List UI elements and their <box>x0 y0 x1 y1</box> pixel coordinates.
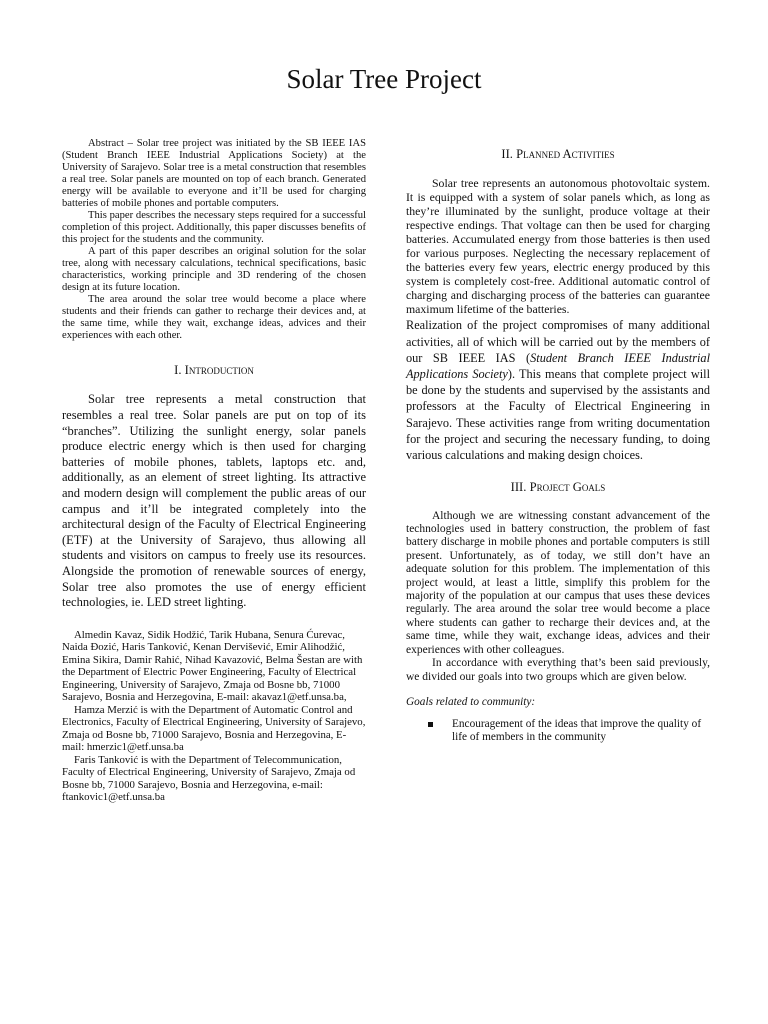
planned-activities-paragraph <box>406 317 710 463</box>
introduction-text: Solar tree represents a metal construction that resembles a real tree. Solar panels are put on top of its “branches”. Utilizing the sunlight energy, solar panels produce electric energy which is then used for charging batteries of mobile phones, tablets, laptops etc. and, additionally, as an element of street lighting. Its attractive and modern design will complement the public areas of our campus and it’ll be integrated completely into the architectural design of the Faculty of Electrical Engineering (ETF) at the University of Sarajevo, thus allowing all students and visitors on campus to freely use its resources. Alongside the promotion of renewable sources of energy, Solar tree also promotes the use of energy efficient technologies, ie. LED street lighting. <box>62 392 366 610</box>
planned-activities-paragraph: Solar tree represents an autonomous photovoltaic system. It is equipped with a system of solar panels which, as long as they’re illuminated by the sunlight, produce voltage at their respective endings. That voltage can then be used for charging batteries. Accumulated energy from those batteries is then used for various purposes. Neglecting the necessary replacement of the batteries every few years, electric energy produced by this system is completely cost-free. Additional automatic control of charging and discharging process of the batteries can guarantee maximum lifetime of the batteries. <box>406 176 710 317</box>
section-number: III. <box>510 480 527 495</box>
abstract <box>62 138 366 342</box>
section-heading-project-goals <box>406 481 710 493</box>
abstract-paragraph: Abstract – Solar tree project was initiated by the SB IEEE IAS (Student Branch IEEE Industrial Applications Society) at the University of Sarajevo. Solar tree is a metal construction that resembles a real tree. Solar panels are mounted on top of each branch. Generated energy will be available to everyone and it’ll be used for charging batteries of mobile phones and portable computers. <box>62 138 366 209</box>
goals-community-heading: Goals related to community: <box>406 695 536 708</box>
section-heading-planned-activities <box>406 148 710 160</box>
list-item <box>428 718 710 743</box>
affiliation-paragraph: Almedin Kavaz, Sidik Hodžić, Tarik Hubana, Senura Ćurevac, Naida Đozić, Haris Tanković, Kenan Dervišević, Emir Alihodžić, Emina Sikira, Damir Rahić, Nihad Kavazović, Belma Šestan are with the Department of Electric Power Engineering, Faculty of Electrical Engineering, University of Sarajevo, Zmaja od Bosne bb, 71000 Sarajevo, Bosnia and Herzegovina, E-mail: akavaz1@etf.unsa.ba, <box>62 628 363 704</box>
section-heading-introduction <box>62 364 366 376</box>
planned-text: Realization of the project compromises of many additional activities, all of which will be carried out by the members of our SB IEEE IAS ( <box>406 318 710 365</box>
author-affiliations <box>62 629 366 804</box>
right-column <box>406 138 710 743</box>
abstract-paragraph: A part of this paper describes an original solution for the solar tree, along with necessary calculations, technical specifications, basic characteristics, working principle and 3D rendering of the chosen design at its future location. <box>62 246 366 293</box>
section-number: I. <box>174 363 182 377</box>
bullet-marker <box>428 722 433 727</box>
list-item-text: Encouragement of the ideas that improve the quality of life of members in the community <box>452 718 702 743</box>
left-column <box>62 138 366 804</box>
section-number: II. <box>501 147 513 161</box>
goals-list <box>406 718 710 743</box>
affiliation-paragraph: Faris Tanković is with the Department of Telecommunication, Faculty of Electrical Engineering, University of Sarajevo, Zmaja od Bosne bb, 71000 Sarajevo, Bosnia and Herzegovina, e-mail: ftankovic1@etf.unsa.ba <box>62 753 356 804</box>
paper-title: Solar Tree Project <box>286 64 482 94</box>
project-goals-paragraph: Although we are witnessing constant advancement of the technologies used in battery construction, the problem of fast battery discharge in mobile phones and portable computers is still present. Unfortunately, as of today, we still don’t have an adequate solution for this problem. The implementation of this project would, at least a little, simplify this problem for the majority of the population at our campus that uses these devices regularly. The area around the solar tree would become a place where students can gather to recharge their devices and, at the same time, while they wait, exchange ideas, advices and their experiences with other colleagues. <box>406 509 710 656</box>
project-goals-paragraph: In accordance with everything that’s been said previously, we divided our goals into two groups which are given below. <box>406 657 710 683</box>
planned-text: ). This means that complete project will be done by the students and supervised by the assistants and professors at the Faculty of Electrical Engineering in Sarajevo. These activities range from writing documentation for the project and securing the necessary funding, to doing various calculations and making design choices. <box>406 367 710 463</box>
abstract-paragraph: This paper describes the necessary steps required for a successful completion of this project. Additionally, this paper discusses benefits of this project for the students and the community. <box>62 210 366 245</box>
affiliation-paragraph: Hamza Merzić is with the Department of Automatic Control and Electronics, Faculty of Electrical Engineering, University of Sarajevo, Zmaja od Bosne bb, 71000 Sarajevo, Bosnia and Herzegovina, E-mail: hmerzic1@etf.unsa.ba <box>62 703 366 754</box>
society-name: Student Branch IEEE Industrial Applications Society <box>406 350 710 382</box>
section-title: Project Goals <box>529 480 606 495</box>
section-title: Planned Activities <box>516 147 615 161</box>
section-title: Introduction <box>184 363 254 377</box>
abstract-paragraph: The area around the solar tree would become a place where students and their friends can gather to recharge their devices and, at the same time, while they wait, exchange ideas, advices and their experiences with each other. <box>62 294 366 341</box>
